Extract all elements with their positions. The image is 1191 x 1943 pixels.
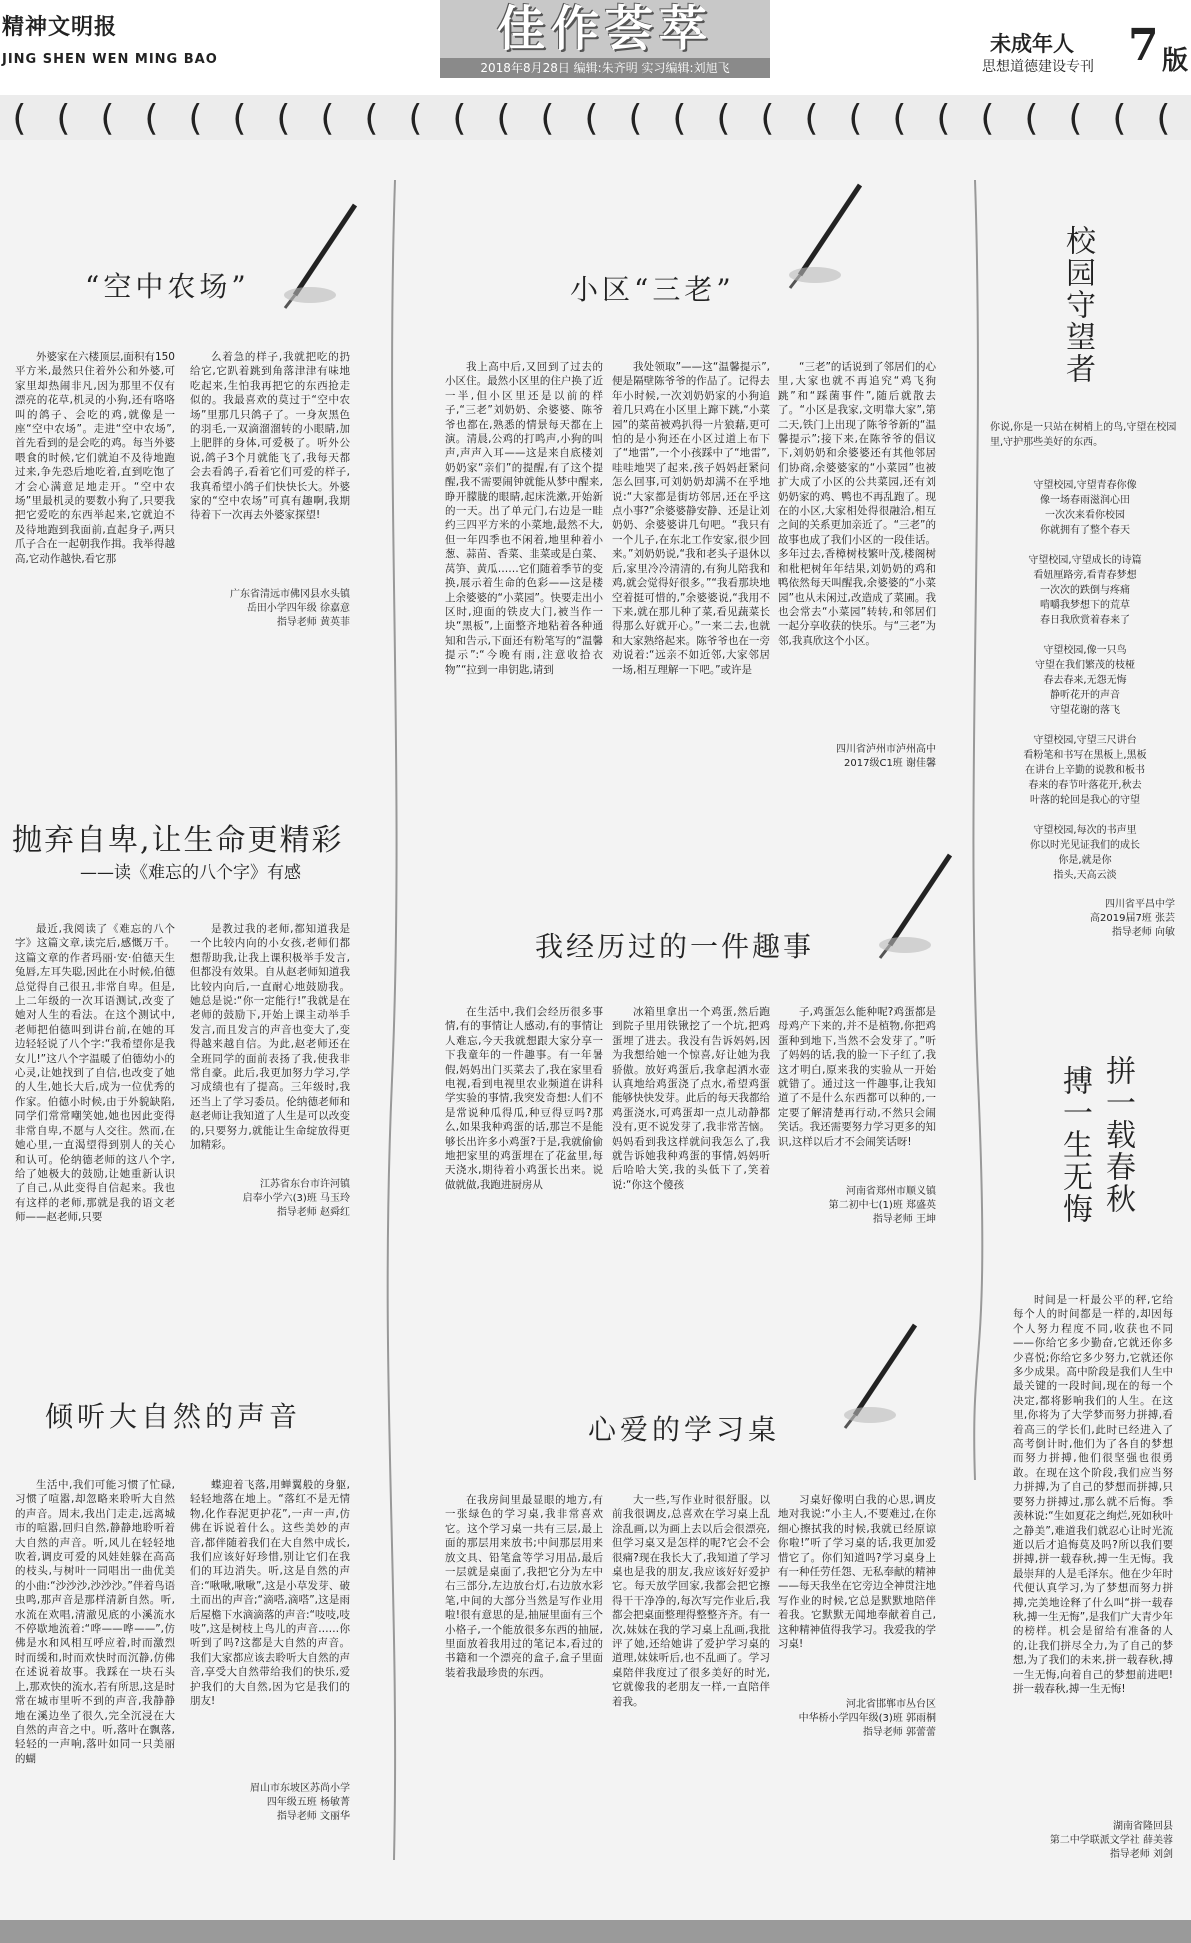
- spiral-ring-icon: (: [536, 98, 558, 139]
- article-title-sky-farm: “空中农场”: [85, 270, 250, 303]
- article-body-three-old-col3: “三老”的话说到了邻居们的心里,大家也就不再追究“鸡飞狗跳”和“踩菌事件”,随后就散去了。“小区是我家,文明靠大家”,第二天,铁门上出现了陈爷爷新的“温馨提示”;接下来,在陈爷爷的倡议下,刘奶奶和余婆婆还有其他邻居们协商,余婆婆家的“小菜园”也被扩大成了小区的公共菜园,还有刘奶奶家的鸡、鸭也不再乱跑了。现在的小区,大家相处得很融洽,相互之间的关系更加亲近了。“三老”的故事也成了我们小区的一段佳话。多年过去,香樟树枝繁叶茂,楼阁树和枇杷树年年结果,刘奶奶的鸡和鸭依然每天叫醒我,余婆婆的“小菜园”也从未闲过,改造成了菜圃。我也会常去“小菜园”转转,和邻居们一起分享收获的快乐。与“三老”为邻,我真欣这个小区。: [778, 361, 936, 647]
- article-title-strive-b: 搏一生无悔: [1057, 1065, 1092, 1225]
- spiral-ring-icon: (: [492, 98, 514, 139]
- article-body-interesting-col2: 冰箱里拿出一个鸡蛋,然后跑到院子里用铁锹挖了一个坑,把鸡蛋埋了进去。我没有告诉妈妈,因为我想给她一个惊喜,好让她为我骄傲。放好鸡蛋后,我拿起洒水壶认真地给鸡蛋浇了点水,希望鸡蛋能够快快发芽。此后的每天我都给鸡蛋浇水,可鸡蛋却一点儿动静都没有,更不说发芽了,我非常苦恼。妈妈看到我这样就问我怎么了,我就告诉她我种鸡蛋的事情,妈妈听后哈哈大笑,我的头低下了,笑着说:“你这个傻孩: [612, 1006, 770, 1191]
- spiral-ring-icon: (: [580, 98, 602, 139]
- article-signature-desk: 河北省邯郸市丛台区 中华桥小学四年级(3)班 郭雨桐 指导老师 郭蕾蕾: [798, 1699, 936, 1738]
- brush-pen-icon: [280, 200, 360, 310]
- spiral-ring-icon: (: [1152, 98, 1174, 139]
- dateline: 2018年8月28日 编辑:朱齐明 实习编辑:刘旭飞: [440, 58, 770, 78]
- article-title-nature: 倾听大自然的声音: [45, 1400, 302, 1433]
- spiral-ring-icon: (: [272, 98, 294, 139]
- article-signature-abandon: 江苏省东台市许河镇 启奉小学六(3)班 马玉玲 指导老师 赵舜红: [242, 1179, 350, 1218]
- article-signature-strive: 湖南省隆回县 第二中学联派文学社 薛美蓉 指导老师 刘剑: [1049, 1821, 1173, 1860]
- spiral-ring-icon: (: [316, 98, 338, 139]
- article-title-strive-a: 拼一载春秋: [1100, 1055, 1135, 1215]
- article-signature-sky-farm: 广东省清远市佛冈县水头镇 岳田小学四年级 徐嘉意 指导老师 黄英菲: [230, 589, 350, 628]
- article-body-nature-col2: 蝶迎着飞落,用蝉翼般的身躯,轻轻地落在地上。“落红不是无情物,化作春泥更护花”,一声一声,仿佛在诉说着什么。这些美妙的声音,都伴随着我们在大自然中成长,我们应该好好珍惜,别让它们在我们的耳边消失。听,这是自然的声音:“啾啾,啾啾”,这是小草发芽、破土而出的声音;“滴嗒,滴嗒”,这是雨后屋檐下水滴滴落的声音:“吱吱,吱吱”,这是树枝上鸟儿的声音……你听到了吗?这都是大自然的声音。我们大家都应该去聆听大自然的声音,享受大自然带给我们的快乐,爱护我们的大自然,因为它是我们的朋友!: [190, 1479, 350, 1708]
- article-body-desk-col2: 大一些,写作业时很舒服。以前我很调皮,总喜欢在学习桌上乱涂乱画,以为画上去以后会很漂亮,但学习桌又是怎样的呢?它会不会很痛?现在我长大了,我知道了学习桌也是我的朋友,我应该好好爱护它。每天放学回家,我都会把它擦得干干净净的,每次写完作业后,我都会把桌面整理得整整齐齐。有一次,妹妹在我的学习桌上乱画,我批评了她,还给她讲了爱护学习桌的道理,妹妹听后,也不乱画了。学习桌陪伴我度过了很多美好的时光,它就像我的老朋友一样,一直陪伴着我。: [612, 1494, 770, 1708]
- article-poem-campus: 守望校园,守望青春你像 像一场春雨滋润心田 一次次来看你校园 你就拥有了整个春天 守望校园,守望成长的诗篇 看妞厘路旁,看青春梦想 一次次的跌倒与疼痛 啃嚼我梦想下的荒草 春日我欣赏着春来了 守望校园,像一只鸟 守望在我们繁茂的枝桠 春去春来,无怨无悔 静听花开的声音 守望花谢的落飞 守望校园,守望三尺讲台 看粉笔和书写在黑板上,黑板 在讲台上辛勤的说教和板书 春来的春节叶落花开,秋去 叶落的轮回是我心的守望 守望校园,每次的书声里 你以时光见证我们的成长 你是,就是你 指头,天高云淡: [1023, 480, 1147, 881]
- spiral-ring-icon: (: [140, 98, 162, 139]
- spiral-ring-icon: (: [184, 98, 206, 139]
- spiral-ring-icon: (: [800, 98, 822, 139]
- spiral-ring-icon: (: [844, 98, 866, 139]
- article-body-desk-col3: 习桌好像明白我的心思,调皮地对我说:“小主人,不要难过,在你细心擦拭我的时候,我就已经原谅你啦!”听了学习桌的话,我更加爱惜它了。你们知道吗?学习桌身上有一种任劳任怨、无私奉献的精神——每天我坐在它旁边全神贯注地写作业的时候,它总是默默地陪伴着我。它默默无闻地奉献着自己,这种精神值得我学习。我爱我的学习桌!: [778, 1494, 936, 1651]
- article-body-three-old-col1: 我上高中后,又回到了过去的小区住。最然小区里的住户换了近一半,但小区里还是以前的样子,“三老”刘奶奶、余婆婆、陈爷爷也都在,熟悉的情景每天都在上演。清晨,公鸡的打鸣声,小狗的叫声,声声入耳——这是来自底楼刘奶奶家“亲们”的提醒,有了这个提醒,我不需要闹钟就能从梦中醒来,睁开朦胧的眼睛,起床洗漱,开始新的一天。出了单元门,右边是一畦约三四平方米的小菜地,最然不大,但一年四季也不闲着,地里种着小葱、蒜苗、香菜、韭菜或是白菜、莴笋、黄瓜……它们随着季节的变换,展示着生命的色彩——这是楼上余婆婆的“小菜园”。快要走出小区时,迎面的铁皮大门,被当作一块“黑板”,上面整齐地粘着各种通知和告示,下面还有粉笔写的“温馨提示”:“今晚有雨,注意收拾衣物”“拉到一串钥匙,请到: [445, 361, 603, 676]
- page-unit: 版: [1162, 46, 1189, 76]
- supplement-title: 未成年人: [990, 31, 1074, 56]
- masthead: 精神文明报: [2, 14, 118, 40]
- spiral-ring-icon: (: [96, 98, 118, 139]
- article-signature-campus: 四川省平昌中学 高2019届7班 张芸 指导老师 向敏: [1090, 899, 1175, 938]
- article-body-sky-farm-col1: 外婆家在六楼顶层,面积有150平方米,最然只住着外公和外婆,可家里却热闹非凡,因为那里不仅有漂亮的花草,机灵的小狗,还有咯咯叫的鸽子、会吃的鸡,就像是一座“空中农场”。走进“空中农场”,首先看到的是会吃的鸡。每当外婆喂食的时候,它们就迫不及待地跑过来,争先恐后地吃着,直到吃饱了才会心满意足地走开。“空中农场”里最机灵的要数小狗了,只要我把它爱吃的东西举起来,它就迫不及待地跑到我面前,直起身子,两只爪子合在一起朝我作揖。我举得越高,它动作越快,看它那: [15, 351, 175, 565]
- article-body-desk-col1: 在我房间里最显眼的地方,有一张绿色的学习桌,我非常喜欢它。这个学习桌一共有三层,最上面的那层用来放书;中间那层用来放文具、铅笔盒等学习用品,最后一层就是桌面了,我把它分为左中右三部分,左边放台灯,右边放水彩笔,中间的大部分当然是写作业用啦!很有意思的是,抽屉里面有三个小格子,一个能放很多东西的抽屉,里面放着我用过的笔记本,看过的书籍和一个漂亮的盒子,盒子里面装着我最珍贵的东西。: [445, 1494, 603, 1679]
- article-body-nature-col1: 生活中,我们可能习惯了忙碌,习惯了喧嚣,却忽略来聆听大自然的声音。周末,我出门走走,远离城市的喧嚣,回归自然,静静地聆听着大自然的声音。听,风儿在轻轻地吹着,调皮可爱的风娃娃躲在高高的枝头,与树叶一同唱出一曲优美的小曲:“沙沙沙,沙沙沙。”伴着鸟语虫鸣,那声音是那样清新自然。听,水流在欢唱,清澈见底的小溪流水不停歇地流着:“哗——哗——”,仿佛是水和风相互呼应着,时而激烈时而缓和,时而欢快时而沉静,仿佛在述说着故事。我踩在一块石头上,那欢快的流水,若有所思,这是时常在城市里听不到的声音,我静静地在溪边坐了很久,完全沉浸在大自然的声音之中。听,落叶在飘落,轻轻的一声响,落叶如同一只美丽的蝴: [15, 1479, 175, 1765]
- masthead-pinyin: JING SHEN WEN MING BAO: [2, 52, 218, 67]
- article-body-interesting-col3: 子,鸡蛋怎么能种呢?鸡蛋都是母鸡产下来的,并不是植物,你把鸡蛋种到地下,当然不会发芽了。”听了妈妈的话,我的脸一下子红了,我这才明白,原来我的实验从一开始就错了。通过这一件趣事,让我知道了不是什么东西都可以种的,一定要了解清楚再行动,不然只会闹笑话。我还需要努力学习更多的知识,这样以后才不会闹笑话呀!: [778, 1006, 936, 1148]
- article-body-interesting-col1: 在生活中,我们会经历很多事情,有的事情让人感动,有的事情让人难忘,今天我就想跟大家分享一下我童年的一件趣事。有一年暑假,妈妈出门买菜去了,我在家里看电视,看到电视里农业频道在讲科学实验的事情,我突发奇想:人们不是常说种瓜得瓜,种豆得豆吗?那么,如果我种鸡蛋的话,那岂不是能够长出许多小鸡蛋?于是,我就偷偷地把家里的鸡蛋埋在了花盆里,每天浇水,期待着小鸡蛋长出来。说做就做,我跑进厨房从: [445, 1006, 603, 1191]
- spiral-binding: [0, 98, 1191, 140]
- spiral-ring-icon: (: [1020, 98, 1042, 139]
- article-subtitle-abandon: ——读《难忘的八个字》有感: [80, 863, 301, 883]
- spiral-ring-icon: (: [888, 98, 910, 139]
- footer-bar: [0, 1920, 1191, 1943]
- article-body-abandon-col2: 是教过我的老师,都知道我是一个比较内向的小女孩,老师们都想帮助我,让我上课积极举手发言,但都没有效果。自从赵老师知道我比较内向后,一直耐心地鼓励我。她总是说:“你一定能行!”我就是在老师的鼓励下,开始上课主动举手发言,而且发言的声音也变大了,变得越来越自信。为此,赵老师还在全班同学的面前表扬了我,使我非常自豪。此后,我更加努力学习,学习成绩也有了提高。三年级时,我还当上了学习委员。伦纳德老师和赵老师让我知道了人生是可以改变的,只要努力,就能让生命绽放得更加精彩。: [190, 923, 350, 1152]
- supplement-subtitle: 思想道德建设专刊: [982, 59, 1094, 75]
- article-title-abandon: 抛弃自卑,让生命更精彩: [12, 823, 344, 858]
- page-header: [0, 0, 1191, 95]
- spiral-ring-icon: (: [360, 98, 382, 139]
- brush-pen-icon: [785, 180, 865, 290]
- spiral-ring-icon: (: [668, 98, 690, 139]
- article-body-abandon-col1: 最近,我阅读了《难忘的八个字》这篇文章,读完后,感慨万千。这篇文章的作者玛丽·安·伯德天生兔唇,左耳失聪,因此在小时候,伯德总觉得自己很丑,非常自卑。但是,上二年级的一次耳语测试,改变了她对人生的看法。在这个测试中,老师把伯德叫到讲台前,在她的耳边轻轻说了八个字:“我希望你是我女儿!”这八个字温暖了伯德幼小的心灵,让她找到了自信,也改变了她的人生,她长大后,成为一位优秀的作家。伯德小时候,由于外貌缺陷,同学们常常嘲笑她,她也因此变得非常自卑,不愿与人交往。然而,在她心里,一直渴望得到别人的关心和认可。伦纳德老师的这八个字,给了她极大的鼓励,让她重新认识了自己,从此变得自信起来。我也有这样的老师,那就是我的语文老师——赵老师,只要: [15, 923, 175, 1224]
- article-body-three-old-col2: 我处领取”——这“温馨提示”,便是隔壁陈爷爷的作品了。记得去年小时候,一次刘奶奶家的小狗追着几只鸡在小区里上蹿下跳,“小菜园”的菜苗被鸡扒得一片狼藉,更可怕的是小狗还在小区过道上布下了“地雷”,一个小孩踩中了“地雷”,哇哇地哭了起来,孩子妈妈赶紧问怎么回事,可刘奶奶却满不在乎地说:“大家都是街坊邻居,还在乎这点小事?”余婆婆静安静、还是让刘奶奶、余婆婆讲几句吧。“我只有一个儿子,在东北工作安家,很少回来。”刘奶奶说,“我和老头子退休以后,家里冷冷清清的,有狗儿陪我和鸡,就会觉得好很多。”“我看那块地空着挺可惜的,”余婆婆说,“我用不下来,就在那儿种了菜,看见蔬菜长得那么好就开心。”一来二去,也就和大家熟络起来。陈爷爷也在一旁劝说着:“远亲不如近邻,大家邻居一场,相互理解一下吧。”或许是: [612, 361, 771, 676]
- spiral-ring-icon: (: [448, 98, 470, 139]
- vine-decoration: [380, 180, 410, 1860]
- spiral-ring-icon: (: [624, 98, 646, 139]
- spiral-ring-icon: (: [756, 98, 778, 139]
- brush-pen-icon: [875, 850, 955, 960]
- article-body-strive: 时间是一杆最公平的秤,它给每个人的时间都是一样的,却因每个人努力程度不同,收获也不同——你给它多少勤奋,它就还你多少喜悦;你给它多少努力,它就还你多少成果。高中阶段是我们人生中最关键的一段时间,现在的每一个决定,都将影响我们的人生。在这里,你将为了大学梦而努力拼搏,看着高三的学长们,此时已经进入了高考倒计时,他们为了各自的梦想而努力拼搏,他们很坚强也很勇敢。在现在这个阶段,我们应当努力拼搏,为了自己的梦想而拼搏,只要努力拼搏过,那么就不后悔。季羡林说:“生如夏花之绚烂,死如秋叶之静美”,难道我们就忍心让时光流逝以后才追悔莫及吗?所以我们要拼搏,拼一载春秋,搏一生无悔。我最崇拜的人是毛泽东。他在少年时代便认真学习,为了梦想而努力拼搏,完美地诠释了什么叫“拼一载春秋,搏一生无悔”,是我们广大青少年的榜样。机会是留给有准备的人的,让我们拼尽全力,为了自己的梦想,为了我们的未来,拼一载春秋,搏一生无悔,向着自己的梦想前进吧!拼一载春秋,搏一生无悔!: [1013, 1294, 1173, 1695]
- article-title-campus: 校园守望者: [1060, 225, 1095, 385]
- section-title: 佳作荟萃: [496, 1, 713, 57]
- article-title-interesting: 我经历过的一件趣事: [535, 930, 815, 963]
- article-signature-nature: 眉山市东坡区苏尚小学 四年级五班 杨敏菁 指导老师 文丽华: [250, 1783, 350, 1822]
- spiral-ring-icon: (: [712, 98, 734, 139]
- spiral-ring-icon: (: [932, 98, 954, 139]
- article-intro-campus: 你说,你是一只站在树梢上的鸟,守望在校园里,守护那些美好的东西。: [990, 422, 1177, 448]
- vine-decoration: [960, 180, 990, 1480]
- spiral-ring-icon: (: [404, 98, 426, 139]
- article-body-sky-farm-col2: 么着急的样子,我就把吃的扔给它,它趴着跳到角落津津有味地吃起来,生怕我再把它的东西抢走似的。我最喜欢的莫过于“空中农场”里那几只鸽子了。一身灰黑色的羽毛,一双滴溜溜转的小眼睛,加上肥胖的身体,可爱极了。听外公说,鸽子3个月就能飞了,我每天都会去看鸽子,看着它们可爱的样子,我真希望小鸽子们快快长大。外婆家的“空中农场”可真有趣啊,我期待着下一次再去外婆家探望!: [190, 351, 350, 522]
- article-signature-interesting: 河南省郑州市顺义镇 第二初中七(1)班 郑盛英 指导老师 王坤: [828, 1186, 936, 1225]
- brush-pen-icon: [840, 1320, 920, 1430]
- spiral-ring-icon: (: [52, 98, 74, 139]
- page-number: 7: [1128, 20, 1159, 71]
- spiral-ring-icon: (: [1108, 98, 1130, 139]
- article-title-desk: 心爱的学习桌: [588, 1413, 781, 1446]
- spiral-ring-icon: (: [228, 98, 250, 139]
- article-signature-three-old: 四川省泸州市泸州高中 2017级C1班 谢佳馨: [836, 744, 936, 769]
- spiral-ring-icon: (: [8, 98, 30, 139]
- article-title-three-old: 小区“三老”: [570, 273, 735, 306]
- spiral-ring-icon: (: [976, 98, 998, 139]
- spiral-ring-icon: (: [1064, 98, 1086, 139]
